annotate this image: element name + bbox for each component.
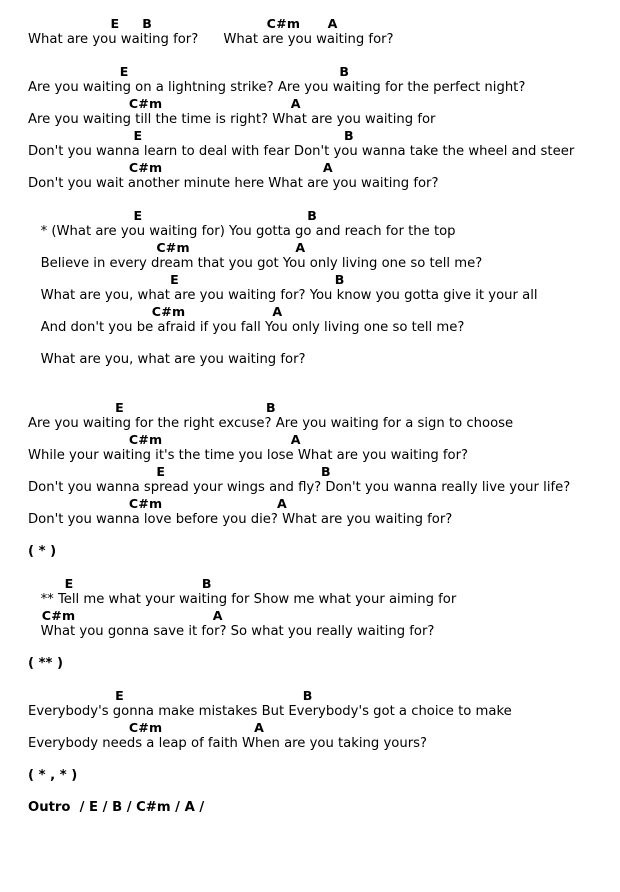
lyric-line: Everybody's gonna make mistakes But Everybody's got a choice to make	[28, 704, 512, 719]
chord-line: E B	[28, 400, 276, 415]
section-marker: ( * )	[28, 544, 57, 559]
chord-line: C#m A	[28, 96, 301, 111]
chord-line: C#m A	[28, 496, 287, 511]
section-marker: ( ** )	[28, 656, 64, 671]
chord-line: E B	[28, 128, 354, 143]
lyric-line: Don't you wanna learn to deal with fear Don't you wanna take the wheel and steer	[28, 144, 575, 159]
chord-line: C#m A	[28, 720, 265, 735]
chord-line: C#m A	[28, 160, 333, 175]
chord-line: E B	[28, 688, 313, 703]
spacer-line	[0, 640, 620, 656]
lyric-line: Don't you wanna love before you die? What are you waiting for?	[28, 512, 453, 527]
lyric-line: Don't you wait another minute here What are you waiting for?	[28, 176, 439, 191]
spacer-line	[0, 368, 620, 384]
spacer-line	[0, 672, 620, 688]
chord-line: C#m A	[28, 608, 223, 623]
lyric-line: ** Tell me what your waiting for Show me what your aiming for	[28, 592, 457, 607]
lyric-line: Don't you wanna spread your wings and fly? Don't you wanna really live your life?	[28, 480, 571, 495]
spacer-line	[0, 336, 620, 352]
spacer-line	[0, 48, 620, 64]
chord-line: C#m A	[28, 304, 283, 319]
spacer-line	[0, 560, 620, 576]
lyric-line: Are you waiting for the right excuse? Are you waiting for a sign to choose	[28, 416, 514, 431]
chord-line: E B	[28, 464, 331, 479]
spacer-line	[0, 528, 620, 544]
lyric-line: What are you waiting for? What are you waiting for?	[28, 32, 394, 47]
lyric-line: Believe in every dream that you got You only living one so tell me?	[28, 256, 483, 271]
chord-line: E B	[28, 272, 345, 287]
chord-line: E B	[28, 576, 212, 591]
spacer-line	[0, 384, 620, 400]
chord-line: C#m A	[28, 240, 306, 255]
lyric-line: While your waiting it's the time you lose What are you waiting for?	[28, 448, 469, 463]
spacer-line	[0, 192, 620, 208]
section-marker: ( * , * )	[28, 768, 78, 783]
lyric-line: What are you, what are you waiting for?	[28, 352, 306, 367]
lyric-line: Are you waiting on a lightning strike? Are you waiting for the perfect night?	[28, 80, 526, 95]
spacer-line	[0, 0, 620, 16]
chord-line: E B C#m A	[28, 16, 338, 31]
lyric-line: And don't you be afraid if you fall You only living one so tell me?	[28, 320, 465, 335]
spacer-line	[0, 752, 620, 768]
lyric-line: Are you waiting till the time is right? What are you waiting for	[28, 112, 436, 127]
chord-line: E B	[28, 208, 318, 223]
lyric-line: Everybody needs a leap of faith When are you taking yours?	[28, 736, 428, 751]
section-marker: Outro / E / B / C#m / A /	[28, 800, 205, 815]
lyric-line: What are you, what are you waiting for? You know you gotta give it your all	[28, 288, 538, 303]
chord-line: C#m A	[28, 432, 301, 447]
chord-line: E B	[28, 64, 350, 79]
lyric-line: What you gonna save it for? So what you really waiting for?	[28, 624, 435, 639]
lyric-line: * (What are you waiting for) You gotta go and reach for the top	[28, 224, 456, 239]
spacer-line	[0, 784, 620, 800]
